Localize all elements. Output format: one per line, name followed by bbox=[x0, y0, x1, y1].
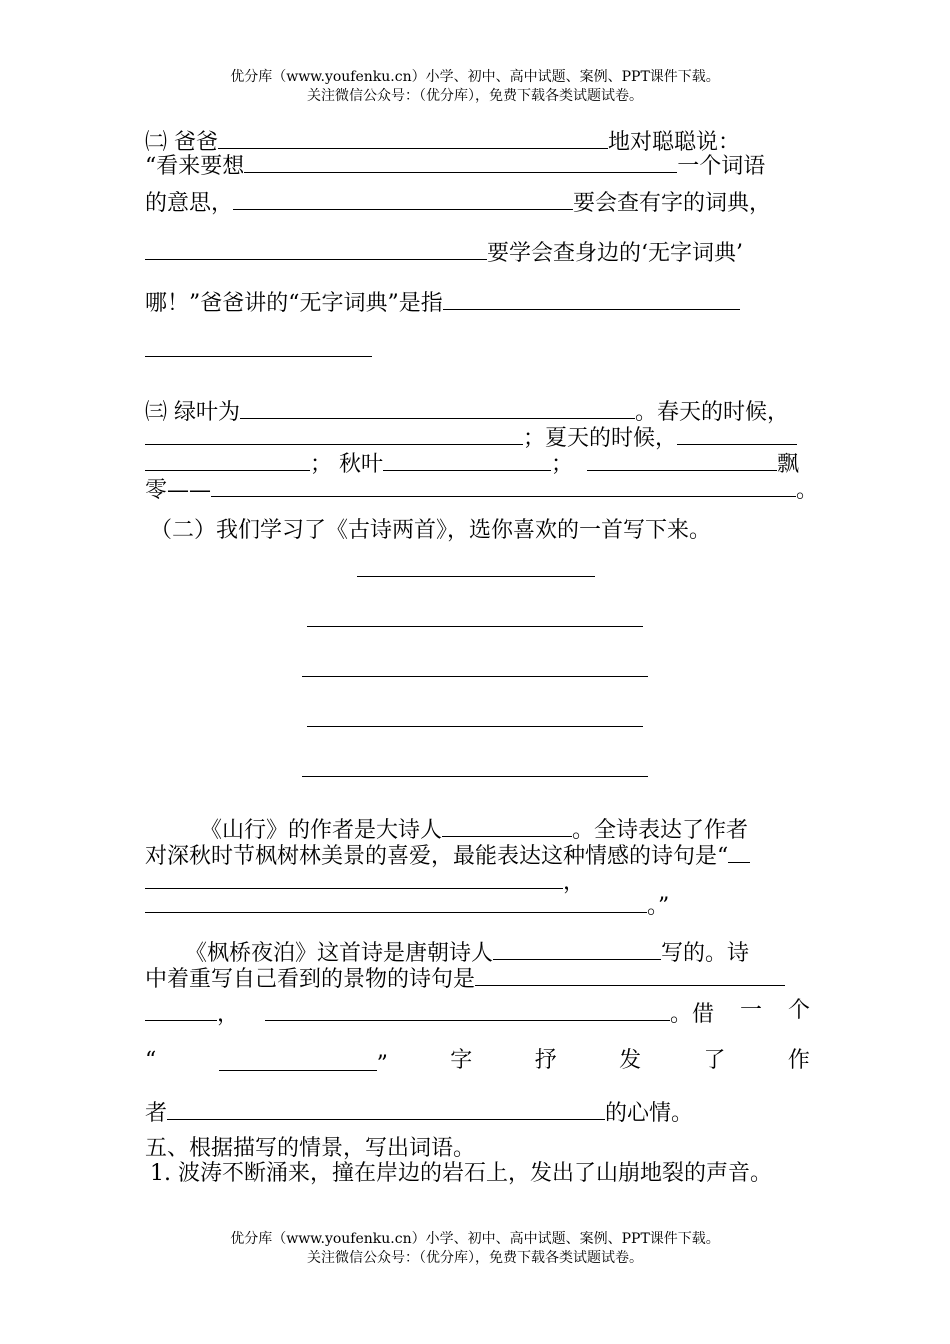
answer-blank[interactable] bbox=[442, 814, 572, 837]
sec2-text: 要学会查身边的‘无字词典’ bbox=[487, 241, 743, 266]
sec3-line-4 bbox=[145, 474, 818, 504]
sec2-text: 要会查有字的词典， bbox=[573, 191, 772, 216]
poem-line-blank[interactable] bbox=[307, 626, 643, 627]
section-five-title: 五、根据描写的情景，写出词语。 bbox=[145, 1136, 476, 1161]
fengqiao-text: 《枫桥夜泊》这首诗是唐朝诗人 bbox=[185, 941, 494, 966]
shanxing-text: ， bbox=[563, 870, 586, 895]
fengqiao-text: 一 bbox=[739, 998, 762, 1023]
answer-blank[interactable] bbox=[265, 998, 670, 1021]
fengqiao-line-4 bbox=[145, 1048, 810, 1078]
sec2-text: 哪！”爸爸讲的“无字词典”是指 bbox=[145, 291, 443, 316]
fengqiao-text: 抒 bbox=[534, 1048, 557, 1073]
answer-blank[interactable] bbox=[233, 187, 573, 210]
answer-blank[interactable] bbox=[244, 150, 677, 173]
sec3-text: 秋叶 bbox=[339, 452, 384, 477]
fengqiao-text: 中着重写自己看到的景物的诗句是 bbox=[145, 967, 476, 992]
sec2-line-2 bbox=[145, 150, 765, 180]
fengqiao-text: ” bbox=[376, 1052, 388, 1077]
answer-blank[interactable] bbox=[145, 237, 487, 260]
section-five-q1: 1. 波涛不断涌来，撞在岸边的岩石上，发出了山崩地裂的声音。 bbox=[150, 1161, 772, 1186]
fengqiao-text: 写的。诗 bbox=[661, 941, 750, 966]
sec2-line-5 bbox=[145, 287, 740, 317]
answer-blank[interactable] bbox=[587, 448, 777, 471]
sec3-text: ； bbox=[551, 452, 574, 477]
sec3-text: 零—— bbox=[145, 478, 212, 503]
answer-blank[interactable] bbox=[383, 448, 551, 471]
shanxing-text: 。全诗表达了作者 bbox=[572, 818, 749, 843]
answer-blank[interactable] bbox=[218, 126, 608, 149]
answer-blank[interactable] bbox=[475, 963, 785, 986]
shanxing-line-4 bbox=[145, 890, 669, 920]
fengqiao-text: 。借 bbox=[669, 1002, 714, 1027]
sec2-line-3 bbox=[145, 187, 771, 217]
answer-blank[interactable] bbox=[240, 396, 635, 419]
sec3-text: ；夏天的时候， bbox=[523, 426, 678, 451]
sec3-text: 飘 bbox=[777, 452, 800, 477]
answer-blank[interactable] bbox=[145, 998, 217, 1021]
sec2-line-4 bbox=[145, 237, 743, 267]
answer-blank[interactable] bbox=[219, 1048, 377, 1071]
shanxing-text: 对深秋时节枫树林美景的喜爱，最能表达这种情感的诗句是“ bbox=[145, 844, 729, 869]
answer-blank[interactable] bbox=[728, 840, 750, 863]
fengqiao-text: “ bbox=[145, 1048, 157, 1073]
answer-blank[interactable] bbox=[677, 422, 797, 445]
sec3-text: 。 bbox=[796, 478, 819, 503]
fengqiao-text: 者 bbox=[145, 1101, 168, 1126]
answer-blank[interactable] bbox=[167, 1097, 605, 1120]
answer-blank[interactable] bbox=[443, 287, 740, 310]
answer-blank[interactable] bbox=[145, 890, 647, 913]
poem-line-blank[interactable] bbox=[302, 776, 648, 777]
answer-blank[interactable] bbox=[145, 448, 310, 471]
poem-line-blank[interactable] bbox=[307, 726, 643, 727]
shanxing-text: 《山行》的作者是大诗人 bbox=[200, 818, 443, 843]
poem-line-blank[interactable] bbox=[357, 576, 595, 577]
answer-blank[interactable] bbox=[145, 356, 372, 357]
fengqiao-line-5 bbox=[145, 1097, 693, 1127]
sec2-text: 地对聪聪说： bbox=[608, 130, 741, 155]
sec2-text: 的意思， bbox=[145, 191, 234, 216]
page-footer-line-1: 优分库（www.youfenku.cn）小学、初中、高中试题、案例、PPT课件下载。 bbox=[230, 1231, 720, 1247]
answer-blank[interactable] bbox=[145, 866, 563, 889]
sec3-text: ； bbox=[310, 452, 333, 477]
fengqiao-line-2 bbox=[145, 963, 785, 993]
shanxing-text: 。” bbox=[647, 894, 670, 919]
fengqiao-text: 发 bbox=[619, 1048, 642, 1073]
fengqiao-text: 字 bbox=[450, 1048, 473, 1073]
poem-line-blank[interactable] bbox=[302, 676, 648, 677]
fengqiao-text: 了 bbox=[703, 1048, 726, 1073]
fengqiao-text: ， bbox=[217, 1002, 240, 1027]
answer-blank[interactable] bbox=[211, 474, 796, 497]
page-header-line-1: 优分库（www.youfenku.cn）小学、初中、高中试题、案例、PPT课件下载。 bbox=[230, 69, 720, 85]
fengqiao-text: 的心情。 bbox=[605, 1101, 694, 1126]
fengqiao-text: 作 bbox=[787, 1048, 810, 1073]
sec2-text: 一个词语 bbox=[677, 154, 766, 179]
sec3-text: 。春天的时候， bbox=[635, 400, 790, 425]
fengqiao-text: 个 bbox=[787, 998, 810, 1023]
page-footer-line-2: 关注微信公众号：（优分库），免费下载各类试题试卷。 bbox=[307, 1250, 643, 1266]
sec2-text: ㈡ 爸爸 bbox=[145, 130, 218, 155]
sec2-text: “看来要想 bbox=[145, 154, 245, 179]
page-header-line-2: 关注微信公众号：（优分库），免费下载各类试题试卷。 bbox=[307, 88, 643, 104]
part-two-title: （二）我们学习了《古诗两首》，选你喜欢的一首写下来。 bbox=[150, 518, 712, 543]
fengqiao-line-3 bbox=[145, 998, 810, 1028]
answer-blank[interactable] bbox=[493, 937, 661, 960]
answer-blank[interactable] bbox=[145, 422, 523, 445]
sec3-text: ㈢ 绿叶为 bbox=[145, 400, 240, 425]
